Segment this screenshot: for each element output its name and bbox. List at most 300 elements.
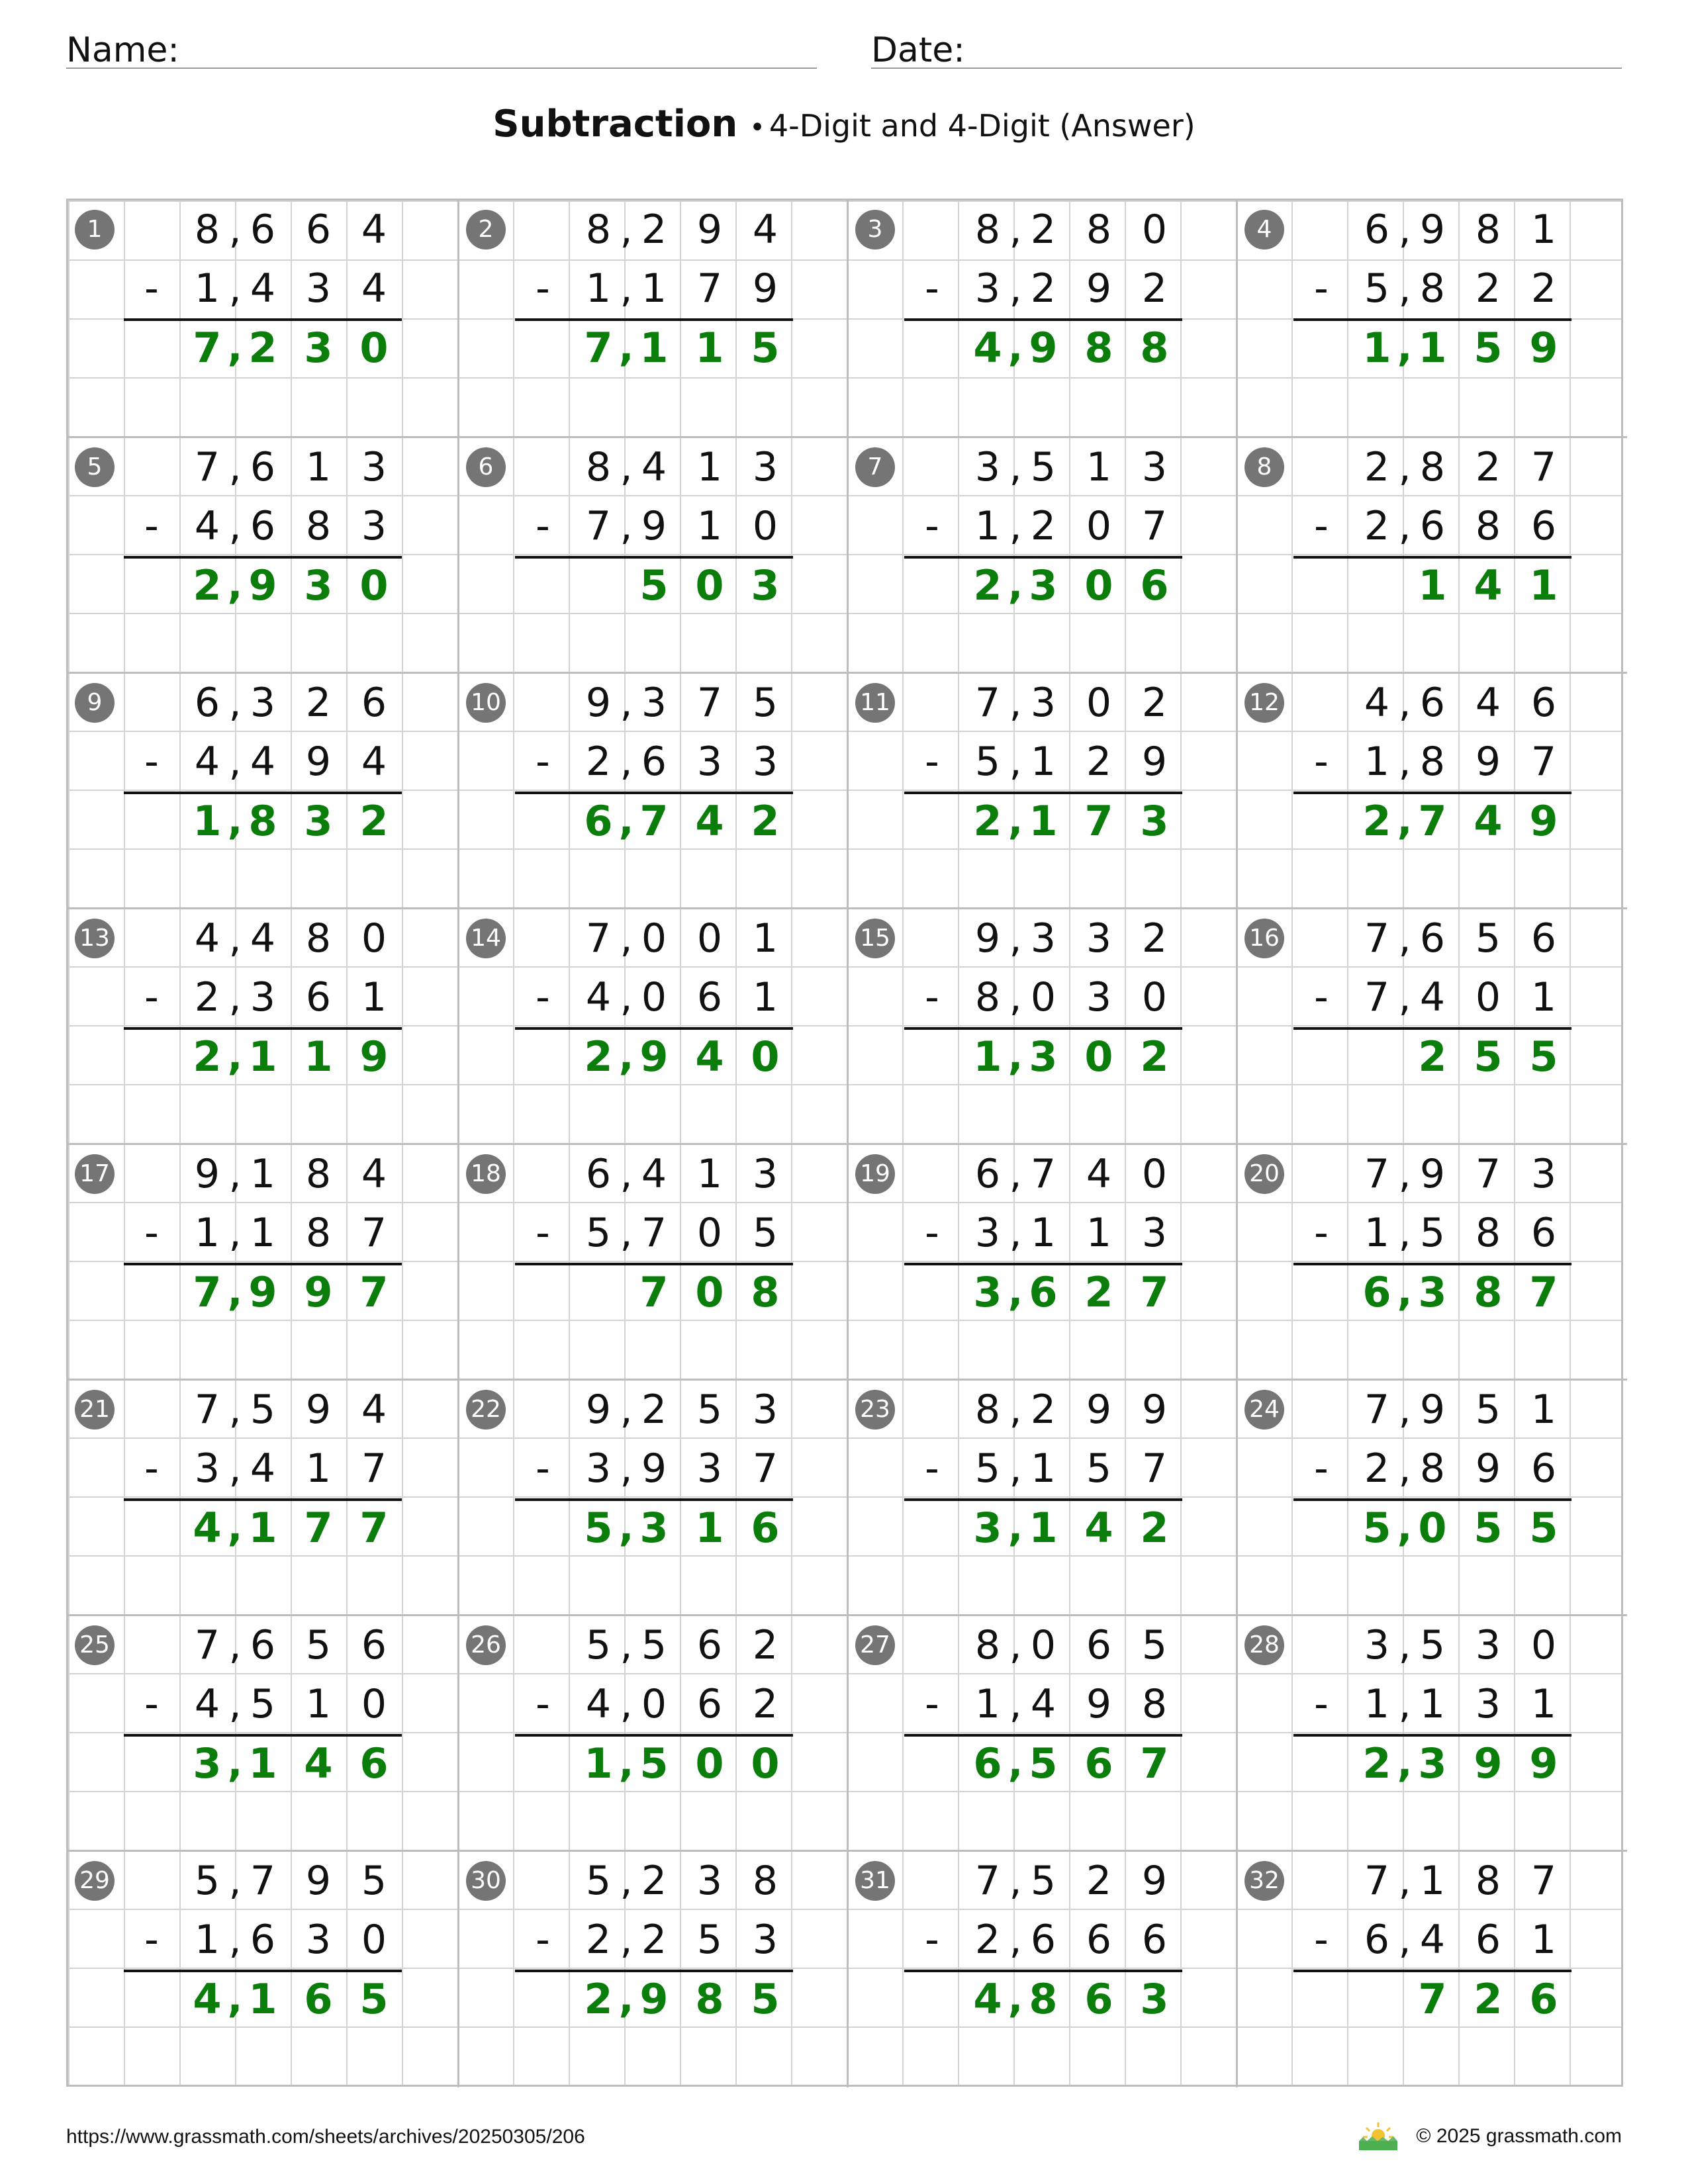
subtrahend-thousands-separator: , [1398, 1917, 1411, 1963]
problem-number-badge: 3 [855, 210, 895, 250]
subtrahend-thousands-separator: , [1009, 1681, 1022, 1727]
subtrahend-digit: 5 [974, 739, 1001, 785]
subtrahend-thousands-separator: , [228, 503, 242, 549]
subtrahend-digit: 4 [250, 1445, 276, 1492]
answer-digit: 5 [639, 1739, 669, 1788]
minuend-digit: 1 [1419, 1858, 1446, 1904]
minuend-digit: 7 [194, 1387, 220, 1433]
subtrahend-thousands-separator: , [620, 1210, 633, 1256]
subtrahend-digit: 3 [305, 265, 332, 312]
problem-number-badge: 24 [1244, 1390, 1284, 1430]
subtrahend-digit: 0 [752, 503, 778, 549]
answer-digit: 3 [1140, 797, 1169, 845]
minuend-digit: 3 [250, 680, 276, 726]
name-label: Name: [66, 30, 179, 70]
minuend-digit: 9 [974, 915, 1001, 962]
minuend-thousands-separator: , [228, 1622, 242, 1668]
minuend-digit: 8 [974, 1622, 1001, 1668]
answer-digit: 7 [1529, 1268, 1558, 1316]
subtrahend-digit: 7 [752, 1445, 778, 1492]
minuend-thousands-separator: , [1398, 444, 1411, 490]
subtrahend-digit: 2 [1475, 265, 1501, 312]
minuend-digit: 6 [250, 1622, 276, 1668]
subtraction-problem [1236, 1143, 1627, 1381]
subtrahend-digit: 6 [696, 974, 723, 1021]
minuend-digit: 2 [641, 206, 667, 253]
answer-digit: 2 [1140, 1032, 1169, 1081]
minuend-digit: 4 [361, 206, 387, 253]
subtrahend-digit: 3 [974, 265, 1001, 312]
minuend-digit: 3 [1475, 1622, 1501, 1668]
minuend-thousands-separator: , [620, 1151, 633, 1197]
answer-digit: 0 [359, 324, 389, 372]
subtrahend-digit: 0 [1030, 974, 1056, 1021]
answer-digit: 0 [751, 1739, 780, 1788]
minus-sign: - [925, 974, 939, 1021]
answer-digit: 9 [304, 1268, 333, 1316]
subtrahend-digit: 5 [1364, 265, 1390, 312]
subtrahend-digit: 1 [974, 503, 1001, 549]
problem-number-badge: 11 [855, 683, 895, 723]
subtrahend-thousands-separator: , [1398, 739, 1411, 785]
subtrahend-digit: 3 [752, 739, 778, 785]
minuend-digit: 4 [361, 1387, 387, 1433]
minuend-digit: 1 [752, 915, 778, 962]
minus-sign: - [144, 503, 159, 549]
minuend-digit: 2 [1141, 680, 1168, 726]
answer-digit: 7 [193, 324, 222, 372]
subtrahend-digit: 3 [974, 1210, 1001, 1256]
minuend-digit: 3 [752, 1387, 778, 1433]
minus-sign: - [536, 1917, 550, 1963]
minuend-digit: 6 [250, 444, 276, 490]
problem-number-badge: 21 [75, 1390, 115, 1430]
subtrahend-digit: 3 [305, 1917, 332, 1963]
answer-digit: 0 [695, 561, 724, 610]
subtrahend-digit: 1 [1030, 1445, 1056, 1492]
subtrahend-thousands-separator: , [620, 1681, 633, 1727]
subtrahend-digit: 7 [1141, 1445, 1168, 1492]
minuend-digit: 3 [1030, 915, 1056, 962]
minuend-digit: 2 [305, 680, 332, 726]
minuend-thousands-separator: , [1009, 680, 1022, 726]
subtrahend-digit: 3 [194, 1445, 220, 1492]
minus-sign: - [144, 265, 159, 312]
minuend-digit: 1 [1530, 206, 1557, 253]
answer-digit: 3 [1140, 1975, 1169, 2023]
problem-number-badge: 7 [855, 447, 895, 487]
minuend-digit: 4 [641, 1151, 667, 1197]
minuend-digit: 5 [641, 1622, 667, 1668]
answer-digit: 1 [639, 324, 669, 372]
subtraction-problem [1236, 436, 1627, 674]
answer-digit: 6 [1084, 1739, 1113, 1788]
answer-thousands-separator: , [227, 1976, 243, 2022]
answer-thousands-separator: , [1008, 324, 1023, 371]
subtrahend-digit: 0 [641, 974, 667, 1021]
minuend-digit: 8 [1419, 444, 1446, 490]
subtrahend-thousands-separator: , [228, 739, 242, 785]
answer-digit: 3 [1029, 561, 1058, 610]
problem-number-badge: 5 [75, 447, 115, 487]
answer-digit: 5 [751, 324, 780, 372]
subtraction-problem [68, 1143, 457, 1381]
subtrahend-digit: 7 [361, 1445, 387, 1492]
subtraction-problem [847, 1614, 1238, 1852]
problem-number-badge: 32 [1244, 1861, 1284, 1901]
subtrahend-digit: 8 [1475, 1210, 1501, 1256]
minus-sign: - [536, 1681, 550, 1727]
subtrahend-digit: 7 [361, 1210, 387, 1256]
subtraction-problem [68, 1614, 457, 1852]
answer-digit: 4 [1474, 561, 1503, 610]
subtraction-problem [68, 436, 457, 674]
subtrahend-digit: 1 [250, 1210, 276, 1256]
answer-digit: 2 [1140, 1504, 1169, 1552]
answer-digit: 0 [695, 1739, 724, 1788]
answer-digit: 7 [1140, 1268, 1169, 1316]
problem-number-badge: 26 [466, 1625, 506, 1665]
minuend-digit: 7 [1530, 1858, 1557, 1904]
minuend-thousands-separator: , [620, 1858, 633, 1904]
subtrahend-digit: 6 [1141, 1917, 1168, 1963]
minuend-digit: 9 [1086, 1387, 1112, 1433]
answer-digit: 3 [1418, 1268, 1447, 1316]
minuend-thousands-separator: , [620, 915, 633, 962]
subtrahend-digit: 8 [974, 974, 1001, 1021]
subtrahend-digit: 8 [305, 503, 332, 549]
subtrahend-digit: 1 [585, 265, 612, 312]
minuend-thousands-separator: , [1009, 206, 1022, 253]
minuend-digit: 3 [361, 444, 387, 490]
answer-digit: 6 [1029, 1268, 1058, 1316]
subtrahend-digit: 9 [1141, 739, 1168, 785]
minuend-digit: 8 [1475, 1858, 1501, 1904]
minuend-digit: 5 [194, 1858, 220, 1904]
subtrahend-digit: 0 [361, 1681, 387, 1727]
subtrahend-digit: 2 [974, 1917, 1001, 1963]
minuend-digit: 9 [696, 206, 723, 253]
subtrahend-digit: 3 [1141, 1210, 1168, 1256]
problem-number-badge: 10 [466, 683, 506, 723]
answer-digit: 6 [1529, 1975, 1558, 2023]
minuend-thousands-separator: , [1398, 1387, 1411, 1433]
subtrahend-thousands-separator: , [228, 1445, 242, 1492]
minuend-digit: 9 [1141, 1387, 1168, 1433]
answer-digit: 2 [1474, 1975, 1503, 2023]
subtraction-problem [457, 1143, 849, 1381]
answer-digit: 7 [1140, 1739, 1169, 1788]
subtrahend-thousands-separator: , [228, 1917, 242, 1963]
answer-digit: 1 [248, 1504, 277, 1552]
subtraction-problem [1236, 201, 1627, 436]
minuend-digit: 1 [250, 1151, 276, 1197]
subtrahend-digit: 1 [1364, 739, 1390, 785]
subtrahend-digit: 2 [585, 739, 612, 785]
subtrahend-digit: 1 [1530, 1917, 1557, 1963]
minuend-thousands-separator: , [1009, 1387, 1022, 1433]
minuend-digit: 4 [1364, 680, 1390, 726]
copyright-text: © 2025 grassmath.com [1416, 2125, 1622, 2147]
answer-digit: 5 [1474, 1504, 1503, 1552]
answer-digit: 5 [1362, 1504, 1391, 1552]
subtraction-problem [68, 1850, 457, 2087]
minus-sign: - [144, 1445, 159, 1492]
subtrahend-digit: 1 [194, 1210, 220, 1256]
subtrahend-digit: 1 [641, 265, 667, 312]
answer-digit: 3 [1418, 1739, 1447, 1788]
subtrahend-digit: 8 [1475, 503, 1501, 549]
minuend-digit: 9 [1419, 1151, 1446, 1197]
subtrahend-digit: 0 [361, 1917, 387, 1963]
minuend-thousands-separator: , [228, 444, 242, 490]
minuend-digit: 1 [696, 1151, 723, 1197]
minuend-digit: 5 [752, 680, 778, 726]
answer-digit: 0 [1418, 1504, 1447, 1552]
minuend-digit: 3 [752, 444, 778, 490]
minuend-thousands-separator: , [1398, 1622, 1411, 1668]
minuend-digit: 5 [696, 1387, 723, 1433]
answer-digit: 7 [359, 1504, 389, 1552]
minus-sign: - [1314, 1917, 1329, 1963]
minuend-digit: 9 [1419, 206, 1446, 253]
answer-digit: 6 [1084, 1975, 1113, 2023]
subtrahend-digit: 0 [696, 1210, 723, 1256]
minuend-digit: 7 [974, 1858, 1001, 1904]
minuend-digit: 2 [1141, 915, 1168, 962]
answer-digit: 8 [1140, 324, 1169, 372]
answer-digit: 8 [1474, 1268, 1503, 1316]
minuend-digit: 3 [641, 680, 667, 726]
answer-digit: 6 [1362, 1268, 1391, 1316]
subtrahend-digit: 6 [1419, 503, 1446, 549]
subtrahend-digit: 6 [1530, 1210, 1557, 1256]
subtrahend-thousands-separator: , [228, 1681, 242, 1727]
date-label: Date: [871, 30, 965, 70]
answer-digit: 7 [359, 1268, 389, 1316]
minus-sign: - [1314, 503, 1329, 549]
subtrahend-digit: 4 [585, 974, 612, 1021]
minuend-digit: 8 [585, 444, 612, 490]
minuend-digit: 7 [1364, 1151, 1390, 1197]
problem-number-badge: 25 [75, 1625, 115, 1665]
answer-digit: 4 [973, 1975, 1002, 2023]
answer-digit: 0 [1084, 1032, 1113, 1081]
subtrahend-digit: 4 [194, 1681, 220, 1727]
minuend-digit: 3 [1086, 915, 1112, 962]
minuend-digit: 6 [585, 1151, 612, 1197]
minuend-digit: 2 [1086, 1858, 1112, 1904]
answer-digit: 2 [1362, 797, 1391, 845]
subtrahend-thousands-separator: , [1398, 265, 1411, 312]
minuend-thousands-separator: , [620, 680, 633, 726]
minus-sign: - [536, 974, 550, 1021]
subtrahend-thousands-separator: , [1009, 265, 1022, 312]
answer-digit: 9 [359, 1032, 389, 1081]
minuend-digit: 2 [1030, 206, 1056, 253]
subtrahend-thousands-separator: , [1009, 503, 1022, 549]
subtrahend-digit: 8 [1419, 265, 1446, 312]
subtrahend-digit: 4 [585, 1681, 612, 1727]
minuend-digit: 7 [696, 680, 723, 726]
subtrahend-digit: 9 [1475, 1445, 1501, 1492]
name-field[interactable] [66, 23, 817, 69]
answer-thousands-separator: , [1008, 1033, 1023, 1079]
subtrahend-digit: 8 [305, 1210, 332, 1256]
minuend-digit: 9 [305, 1858, 332, 1904]
subtrahend-thousands-separator: , [228, 974, 242, 1021]
minuend-digit: 9 [194, 1151, 220, 1197]
minuend-digit: 6 [1086, 1622, 1112, 1668]
answer-digit: 1 [695, 1504, 724, 1552]
subtraction-problem [847, 1850, 1238, 2087]
subtrahend-digit: 5 [585, 1210, 612, 1256]
answer-digit: 6 [304, 1975, 333, 2023]
answer-digit: 6 [584, 797, 613, 845]
answer-thousands-separator: , [227, 1269, 243, 1315]
answer-digit: 2 [584, 1975, 613, 2023]
minuend-digit: 0 [1530, 1622, 1557, 1668]
subtrahend-digit: 6 [1086, 1917, 1112, 1963]
subtrahend-digit: 5 [250, 1681, 276, 1727]
answer-digit: 8 [695, 1975, 724, 2023]
minuend-thousands-separator: , [228, 1151, 242, 1197]
subtrahend-digit: 6 [1475, 1917, 1501, 1963]
subtrahend-digit: 1 [1030, 739, 1056, 785]
answer-digit: 3 [973, 1504, 1002, 1552]
answer-digit: 2 [193, 561, 222, 610]
subtrahend-digit: 8 [1419, 739, 1446, 785]
minuend-digit: 6 [1530, 680, 1557, 726]
subtrahend-digit: 3 [1475, 1681, 1501, 1727]
minuend-digit: 7 [1030, 1151, 1056, 1197]
subtrahend-digit: 4 [361, 265, 387, 312]
minuend-digit: 8 [974, 1387, 1001, 1433]
answer-digit: 1 [1418, 324, 1447, 372]
minus-sign: - [536, 739, 550, 785]
subtraction-problem [68, 907, 457, 1145]
minuend-digit: 3 [1030, 680, 1056, 726]
subtrahend-digit: 3 [696, 1445, 723, 1492]
subtrahend-digit: 2 [1030, 503, 1056, 549]
subtrahend-thousands-separator: , [1009, 1210, 1022, 1256]
answer-digit: 5 [359, 1975, 389, 2023]
problem-number-badge: 8 [1244, 447, 1284, 487]
problem-number-badge: 6 [466, 447, 506, 487]
answer-digit: 3 [304, 797, 333, 845]
minuend-thousands-separator: , [1009, 915, 1022, 962]
subtrahend-digit: 6 [1530, 1445, 1557, 1492]
answer-thousands-separator: , [227, 1033, 243, 1079]
minuend-digit: 2 [641, 1858, 667, 1904]
subtrahend-digit: 2 [752, 1681, 778, 1727]
problem-number-badge: 12 [1244, 683, 1284, 723]
answer-digit: 3 [1029, 1032, 1058, 1081]
answer-digit: 9 [248, 1268, 277, 1316]
subtrahend-digit: 1 [974, 1681, 1001, 1727]
answer-digit: 1 [1529, 561, 1558, 610]
answer-digit: 0 [695, 1268, 724, 1316]
minuend-digit: 6 [1530, 915, 1557, 962]
minuend-thousands-separator: , [228, 1858, 242, 1904]
minuend-digit: 5 [585, 1858, 612, 1904]
answer-digit: 4 [695, 797, 724, 845]
minuend-digit: 6 [1419, 680, 1446, 726]
problem-number-badge: 22 [466, 1390, 506, 1430]
answer-digit: 1 [304, 1032, 333, 1081]
subtrahend-thousands-separator: , [1398, 1445, 1411, 1492]
minuend-digit: 6 [974, 1151, 1001, 1197]
minuend-thousands-separator: , [1009, 444, 1022, 490]
subtrahend-digit: 9 [1475, 739, 1501, 785]
minuend-digit: 4 [361, 1151, 387, 1197]
answer-digit: 2 [973, 797, 1002, 845]
minuend-digit: 3 [1364, 1622, 1390, 1668]
title-subtitle: 4-Digit and 4-Digit (Answer) [769, 108, 1196, 144]
answer-digit: 7 [1418, 1975, 1447, 2023]
subtraction-problem [68, 672, 457, 909]
subtraction-problem [847, 436, 1238, 674]
subtrahend-digit: 4 [361, 739, 387, 785]
subtrahend-thousands-separator: , [1009, 1917, 1022, 1963]
subtrahend-digit: 0 [1086, 503, 1112, 549]
subtrahend-digit: 1 [1530, 974, 1557, 1021]
answer-digit: 1 [1029, 797, 1058, 845]
problem-list [68, 201, 1621, 2085]
subtrahend-digit: 6 [250, 1917, 276, 1963]
answer-digit: 4 [695, 1032, 724, 1081]
minuend-digit: 6 [250, 206, 276, 253]
problem-grid [66, 199, 1623, 2087]
subtraction-problem [1236, 907, 1627, 1145]
answer-digit: 5 [1529, 1032, 1558, 1081]
minuend-digit: 7 [250, 1858, 276, 1904]
minuend-digit: 3 [696, 1858, 723, 1904]
subtrahend-thousands-separator: , [620, 265, 633, 312]
minuend-digit: 8 [585, 206, 612, 253]
date-field[interactable] [871, 23, 1622, 69]
answer-digit: 1 [1418, 561, 1447, 610]
minus-sign: - [925, 739, 939, 785]
minuend-digit: 1 [305, 444, 332, 490]
answer-thousands-separator: , [227, 1740, 243, 1786]
subtrahend-digit: 3 [752, 1917, 778, 1963]
minuend-digit: 4 [1475, 680, 1501, 726]
answer-thousands-separator: , [227, 797, 243, 844]
answer-digit: 1 [1362, 324, 1391, 372]
answer-digit: 7 [1084, 797, 1113, 845]
answer-digit: 4 [304, 1739, 333, 1788]
minuend-thousands-separator: , [620, 1387, 633, 1433]
subtrahend-digit: 1 [361, 974, 387, 1021]
subtrahend-thousands-separator: , [620, 974, 633, 1021]
minuend-digit: 5 [585, 1622, 612, 1668]
subtrahend-digit: 7 [585, 503, 612, 549]
subtraction-problem [68, 1379, 457, 1616]
subtrahend-digit: 2 [585, 1917, 612, 1963]
answer-digit: 2 [193, 1032, 222, 1081]
subtrahend-digit: 5 [1419, 1210, 1446, 1256]
subtrahend-digit: 0 [641, 1681, 667, 1727]
minuend-thousands-separator: , [1009, 1151, 1022, 1197]
subtrahend-digit: 0 [1141, 974, 1168, 1021]
subtrahend-digit: 7 [641, 1210, 667, 1256]
answer-digit: 5 [1529, 1504, 1558, 1552]
answer-digit: 9 [1529, 1739, 1558, 1788]
minuend-thousands-separator: , [1398, 1151, 1411, 1197]
minus-sign: - [925, 1210, 939, 1256]
minuend-digit: 7 [1364, 1387, 1390, 1433]
